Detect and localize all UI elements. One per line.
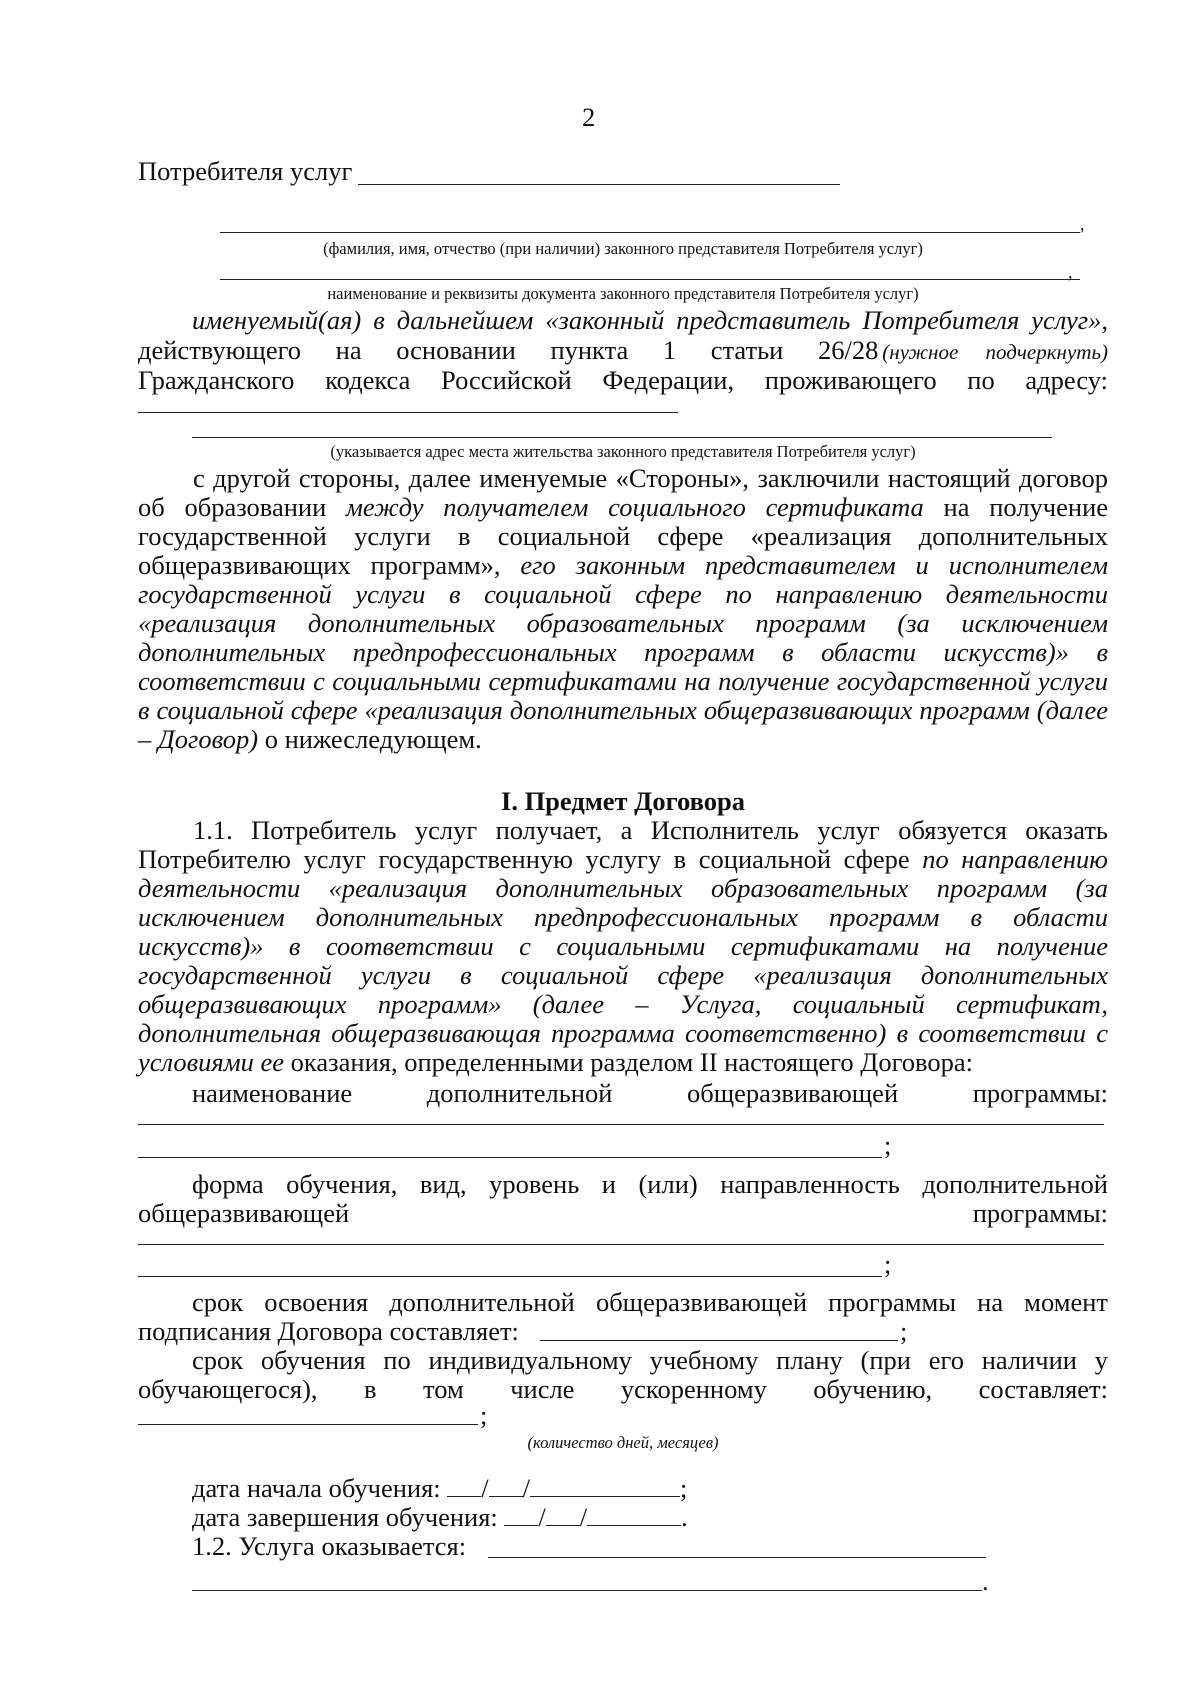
rep-address-blank-1[interactable]	[138, 412, 678, 413]
page-number: 2	[582, 102, 596, 132]
semicolon: ;	[884, 1130, 892, 1160]
caption-rep-doc: наименование и реквизиты документа законного представителя Потребителя услуг)	[327, 284, 919, 303]
term-line-1: срок освоения дополнительной общеразвивающей программы на момент	[192, 1287, 1108, 1317]
parties-text-1: с другой стороны, далее именуемые «Стороны», заключили настоящий договор об образовании	[138, 463, 1108, 522]
parties-text-3: на получение государственной услуги в социальной сфере «реализация дополнительных общеразвивающих программ»,	[138, 492, 1109, 580]
p12-label: 1.2. Услуга оказывается:	[192, 1531, 467, 1561]
program-name-blank-1[interactable]	[138, 1124, 1104, 1125]
period: .	[681, 1502, 688, 1532]
term-line-2: подписания Договора составляет:	[138, 1316, 519, 1346]
end-month-blank[interactable]	[546, 1505, 580, 1526]
section-1-title: I. Предмет Договора	[501, 786, 745, 816]
start-year-blank[interactable]	[530, 1476, 680, 1497]
parties-paragraph	[138, 464, 1108, 754]
parties-text-4: его законным представителем и исполнителем государственной услуги в социальной сфере по направлению деятельности «реализация дополнительных образовательных программ (за исключением дополнительных предпрофессиональных программ в области искусств)» в соответствии с социальными сертификатами на получение государственной услуги в социальной сфере «реализация дополнительных общеразвивающих программ (далее – Договор)	[138, 550, 1108, 754]
semicolon: ;	[900, 1316, 908, 1346]
period: .	[982, 1566, 989, 1596]
end-date-label: дата завершения обучения:	[192, 1502, 498, 1532]
form-label-line-2: общеразвивающей программы:	[138, 1198, 1108, 1228]
form-blank-1[interactable]	[138, 1244, 1104, 1245]
start-month-blank[interactable]	[489, 1476, 523, 1497]
consumer-label: Потребителя услуг	[138, 156, 353, 186]
paragraph-1-1	[138, 816, 1108, 1077]
semicolon: ;	[480, 1400, 488, 1430]
individual-line-1: срок обучения по индивидуальному учебному плану (при его наличии у	[192, 1345, 1108, 1375]
caption-rep-address: (указывается адрес места жительства законного представителя Потребителя услуг)	[330, 442, 916, 461]
caption-rep-name: (фамилия, имя, отчество (при наличии) законного представителя Потребителя услуг)	[323, 239, 923, 258]
rep-name-blank[interactable]	[220, 232, 1080, 233]
slash: /	[579, 1502, 588, 1532]
form-blank-2[interactable]	[138, 1276, 882, 1277]
parties-text-5: о нижеследующем.	[258, 724, 482, 754]
p11-text-1: 1.1. Потребитель услуг получает, а Исполнитель услуг обязуется оказать Потребителю услуг государственную услугу в социальной сфере	[138, 815, 1108, 874]
comma: ,	[1080, 214, 1085, 234]
end-year-blank[interactable]	[587, 1505, 681, 1526]
p12-blank-2[interactable]	[192, 1590, 982, 1591]
rep-line-2-note: (нужное подчеркнуть)	[882, 340, 1108, 364]
rep-line-1: именуемый(ая) в дальнейшем «законный представитель Потребителя услуг»,	[192, 305, 1108, 335]
individual-blank[interactable]	[138, 1424, 478, 1425]
consumer-name-blank[interactable]	[358, 184, 840, 185]
rep-doc-blank[interactable]	[220, 279, 1080, 280]
caption-days: (количество дней, месяцев)	[527, 1433, 719, 1452]
slash: /	[522, 1473, 531, 1503]
term-blank[interactable]	[540, 1340, 898, 1341]
semicolon: ;	[884, 1249, 892, 1279]
comma: ,	[1068, 262, 1073, 282]
parties-text-2: между получателем социального сертификата	[346, 492, 924, 522]
start-day-blank[interactable]	[447, 1476, 481, 1497]
p12-blank-1[interactable]	[488, 1557, 986, 1558]
start-date-row	[192, 1474, 687, 1503]
program-name-blank-2[interactable]	[138, 1157, 882, 1158]
p11-text-3: оказания, определенными разделом II настоящего Договора:	[284, 1047, 974, 1077]
rep-address-blank-2[interactable]	[192, 437, 1052, 438]
rep-line-2-main: действующего на основании пункта 1 статьи 26/28	[138, 335, 879, 365]
p11-text-2: по направлению деятельности «реализация дополнительных образовательных программ (за исключением дополнительных предпрофессиональных программ в области искусств)» в соответствии с социальными сертификатами на получение государственной услуги в социальной сфере «реализация дополнительных общеразвивающих программ» (далее – Услуга, социальный сертификат, дополнительная общеразвивающая программа соответственно) в соответствии с условиями ее	[138, 844, 1108, 1077]
end-date-row	[192, 1503, 688, 1532]
slash: /	[481, 1473, 489, 1503]
end-day-blank[interactable]	[504, 1505, 538, 1526]
program-name-label: наименование дополнительной общеразвивающей программы:	[192, 1078, 1108, 1108]
slash: /	[538, 1502, 546, 1532]
semicolon: ;	[680, 1473, 688, 1503]
individual-line-2: обучающегося), в том числе ускоренному обучению, составляет:	[138, 1374, 1108, 1404]
form-label-line-1: форма обучения, вид, уровень и (или) направленность дополнительной	[192, 1169, 1108, 1199]
rep-line-3: Гражданского кодекса Российской Федерации, проживающего по адресу:	[138, 365, 1108, 395]
rep-line-2	[138, 336, 1108, 367]
start-date-label: дата начала обучения:	[192, 1473, 441, 1503]
